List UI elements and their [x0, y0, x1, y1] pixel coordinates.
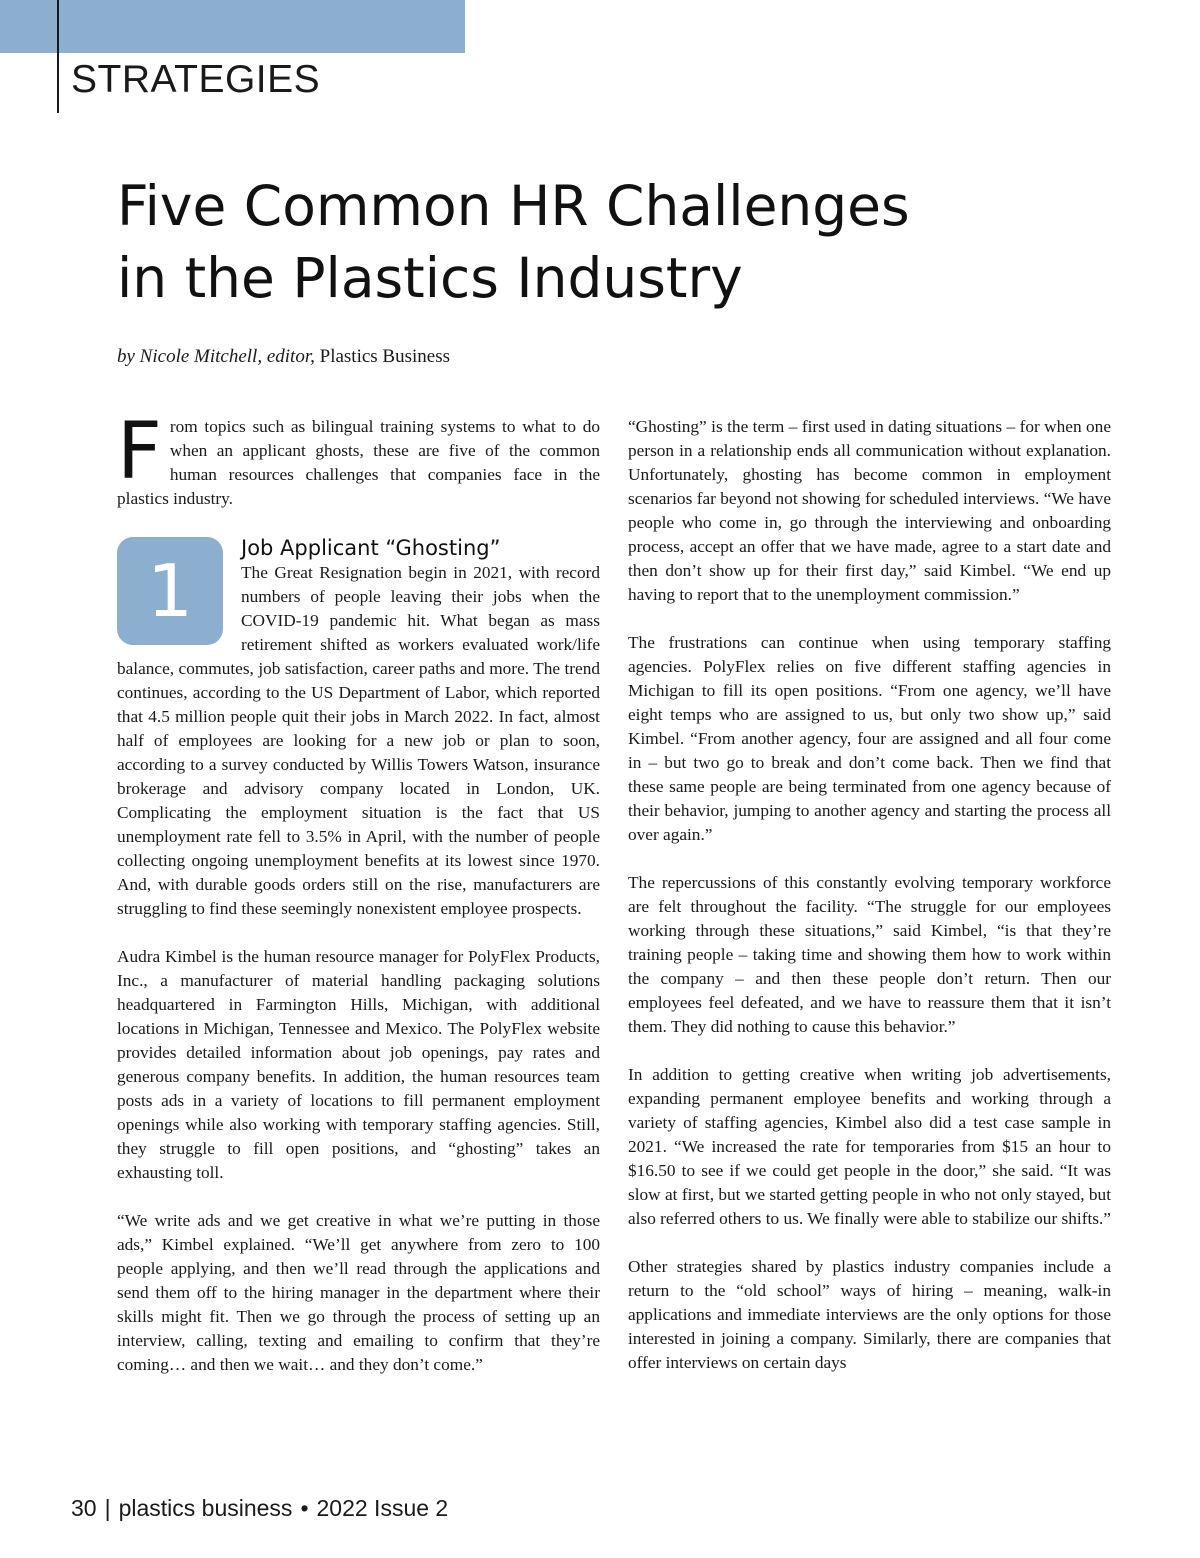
article-title-line-1: Five Common HR Challenges [117, 174, 910, 238]
intro-text: rom topics such as bilingual training systems to what to do when an applicant ghosts, these are five of the common human resources challenges that companies face in the plastics industry. [117, 417, 600, 508]
article-title-line-2: in the Plastics Industry [117, 246, 743, 310]
page-footer [71, 1494, 448, 1522]
body-paragraph: “Ghosting” is the term – first used in dating situations – for when one person in a relationship ends all communication without explanation. Unfortunately, ghosting has become common in employment scenarios far beyond not showing for scheduled interviews. “We have people who come in, go through the interviewing and onboarding process, accept an offer that we have made, agree to a start date and then don’t show up for their first day,” said Kimbel. “We end up having to report that to the unemployment commission.” [628, 417, 1111, 604]
section-number-badge: 1 [117, 537, 223, 645]
byline [117, 345, 450, 369]
intro-paragraph [117, 407, 600, 511]
page-number: 30 [71, 1495, 97, 1521]
footer-issue: 2022 Issue 2 [316, 1495, 449, 1521]
section-divider-line [57, 0, 59, 113]
footer-separator: | [104, 1495, 111, 1521]
drop-cap: F [117, 407, 162, 497]
footer-bullet: • [300, 1495, 309, 1521]
byline-author: by Nicole Mitchell, editor, [117, 346, 320, 367]
section-label: STRATEGIES [71, 58, 321, 101]
body-paragraph: The Great Resignation begin in 2021, with record numbers of people leaving their jobs when the COVID-19 pandemic hit. What began as mass retirement shifted as workers evaluated work/life balance, commutes, job satisfaction, career paths and more. The trend continues, according to the US Department of Labor, which reported that 4.5 million people quit their jobs in March 2022. In fact, almost half of employees are looking for a new job or plan to soon, according to a survey conducted by Willis Towers Watson, insurance brokerage and advisory company located in London, UK. Complicating the employment situation is the fact that US unemployment rate fell to 3.5% in April, with the number of people collecting ongoing unemployment benefits at its lowest since 1970. And, with durable goods orders still on the rise, manufacturers are struggling to find these seemingly nonexistent employee prospects. [117, 563, 600, 918]
byline-publication: Plastics Business [319, 346, 450, 367]
footer-publication: plastics business [118, 1495, 293, 1521]
right-column [628, 415, 1111, 1399]
body-paragraph: Other strategies shared by plastics industry companies include a return to the “old school” ways of hiring – meaning, walk-in applications and immediate interviews are the only options for those interested in joining a company. Similarly, there are companies that offer interviews on certain days [628, 1257, 1111, 1372]
body-paragraph: The repercussions of this constantly evolving temporary workforce are felt throughout the facility. “The struggle for our employees working through these situations,” said Kimbel, “is that they’re training people – taking time and showing them how to work within the company – and then these people don’t return. Then our employees feel defeated, and we have to reassure them that it isn’t them. They did nothing to cause this behavior.” [628, 873, 1111, 1036]
body-paragraph: Audra Kimbel is the human resource manager for PolyFlex Products, Inc., a manufacturer of material handling packaging solutions headquartered in Farmington Hills, Michigan, with additional locations in Michigan, Tennessee and Mexico. The PolyFlex website provides detailed information about job openings, pay rates and generous company benefits. In addition, the human resources team posts ads in a variety of locations to fill permanent employment openings while also working with temporary staffing agencies. Still, they struggle to fill open positions, and “ghosting” takes an exhausting toll. [117, 947, 600, 1182]
section-heading: Job Applicant “Ghosting” [241, 536, 501, 560]
body-paragraph: “We write ads and we get creative in what we’re putting in those ads,” Kimbel explained. “We’ll get anywhere from zero to 100 people applying, and then we’ll read through the applications and send them off to the hiring manager in the department where their skills might fit. Then we go through the process of setting up an interview, calling, texting and emailing to confirm that they’re coming… and then we wait… and they don’t come.” [117, 1211, 600, 1374]
section-1-paragraph [117, 535, 600, 921]
body-paragraph: In addition to getting creative when writing job advertisements, expanding permanent employee benefits and working through a variety of staffing agencies, Kimbel also did a test case sample in 2021. “We increased the rate for temporaries from $15 an hour to $16.50 to see if we could get people in the door,” she said. “It was slow at first, but we started getting people in who not only stayed, but also referred others to us. We finally were able to stabilize our shifts.” [628, 1065, 1111, 1228]
left-column [117, 407, 600, 1401]
body-paragraph: The frustrations can continue when using temporary staffing agencies. PolyFlex relies on five different staffing agencies in Michigan to fill its open positions. “From one agency, we’ll have eight temps who are assigned to us, but only two show up,” said Kimbel. “From another agency, four are assigned and all four come in – but two go to break and don’t come back. Then we find that these same people are being terminated from one agency because of their behavior, jumping to another agency and starting the process all over again.” [628, 633, 1111, 844]
article-title [117, 170, 1017, 314]
header-accent-bar [0, 0, 465, 53]
